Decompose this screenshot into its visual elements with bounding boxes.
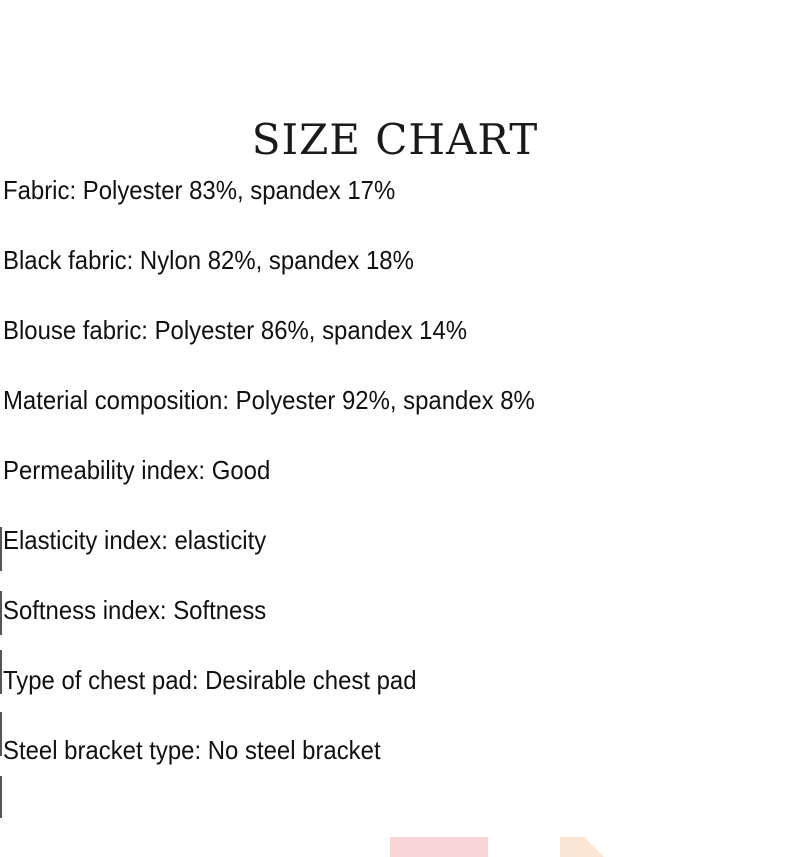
spec-line-chest-pad: Type of chest pad: Desirable chest pad — [3, 665, 417, 695]
bottom-graphic-cream-shape — [560, 837, 604, 857]
spec-line-black-fabric: Black fabric: Nylon 82%, spandex 18% — [3, 245, 414, 275]
spec-line-permeability: Permeability index: Good — [3, 455, 271, 485]
text-cursor-mark — [0, 591, 2, 635]
text-cursor-mark — [0, 712, 2, 756]
page-title: SIZE CHART — [251, 115, 539, 164]
bottom-graphic-pink-block — [390, 837, 488, 857]
spec-list — [3, 170, 703, 800]
spec-line-elasticity: Elasticity index: elasticity — [3, 525, 267, 555]
spec-line-fabric: Fabric: Polyester 83%, spandex 17% — [3, 175, 396, 205]
spec-line-softness: Softness index: Softness — [3, 595, 267, 625]
spec-line-blouse-fabric: Blouse fabric: Polyester 86%, spandex 14% — [3, 315, 468, 345]
text-cursor-mark — [0, 776, 2, 818]
spec-line-steel-bracket: Steel bracket type: No steel bracket — [3, 735, 381, 765]
text-cursor-mark — [0, 650, 2, 694]
text-cursor-mark — [0, 527, 2, 571]
spec-line-material-composition: Material composition: Polyester 92%, spandex 8% — [3, 385, 535, 415]
